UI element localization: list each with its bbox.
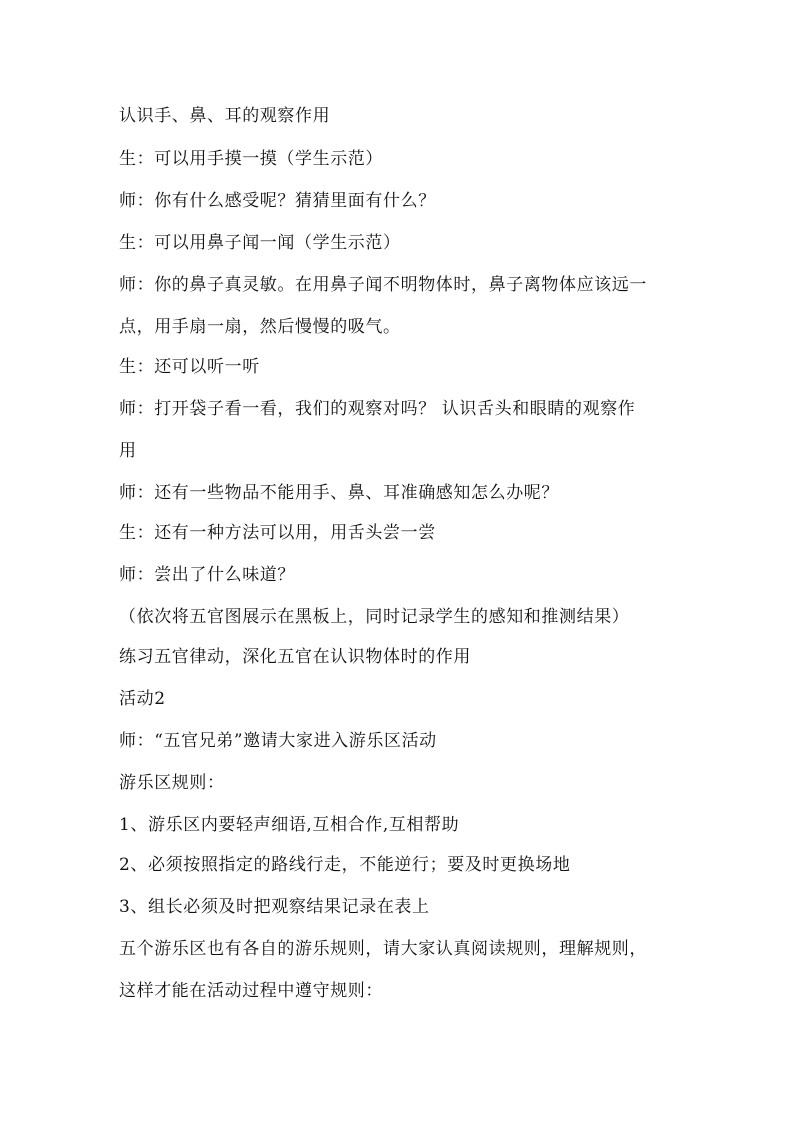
text-line: 师：尝出了什么味道？ [119,565,295,585]
text-line: 生：还可以听一听 [119,357,260,377]
text-line: 点，用手扇一扇，然后慢慢的吸气。 [119,317,401,337]
text-line: 师：还有一些物品不能用手、鼻、耳准确感知怎么办呢？ [119,483,559,503]
text-line: 2、必须按照指定的路线行走，不能逆行；要及时更换场地 [119,855,571,875]
text-line: 生：可以用手摸一摸（学生示范） [119,149,383,169]
text-line: 这样才能在活动过程中遵守规则： [119,981,383,1001]
text-line: 游乐区规则： [119,773,225,793]
text-line: 师：打开袋子看一看，我们的观察对吗？ 认识舌头和眼睛的观察作 [119,399,636,419]
text-line: 认识手、鼻、耳的观察作用 [119,106,331,126]
text-line: 师：“五官兄弟”邀请大家进入游乐区活动 [119,731,437,751]
text-line: （依次将五官图展示在黑板上，同时记录学生的感知和推测结果） [119,607,630,627]
text-line: 师：你有什么感受呢？猜猜里面有什么？ [119,191,436,211]
text-line: 3、组长必须及时把观察结果记录在表上 [119,897,430,917]
text-line: 活动2 [119,689,166,709]
text-line: 师：你的鼻子真灵敏。在用鼻子闻不明物体时，鼻子离物体应该远一 [119,275,647,295]
text-line: 五个游乐区也有各自的游乐规则，请大家认真阅读规则，理解规则， [119,939,647,959]
text-line: 用 [119,441,137,461]
text-line: 练习五官律动，深化五官在认识物体时的作用 [119,647,471,667]
text-line: 生：还有一种方法可以用，用舌头尝一尝 [119,523,436,543]
text-line: 1、游乐区内要轻声细语,互相合作,互相帮助 [119,815,460,835]
text-line: 生：可以用鼻子闻一闻（学生示范） [119,233,401,253]
